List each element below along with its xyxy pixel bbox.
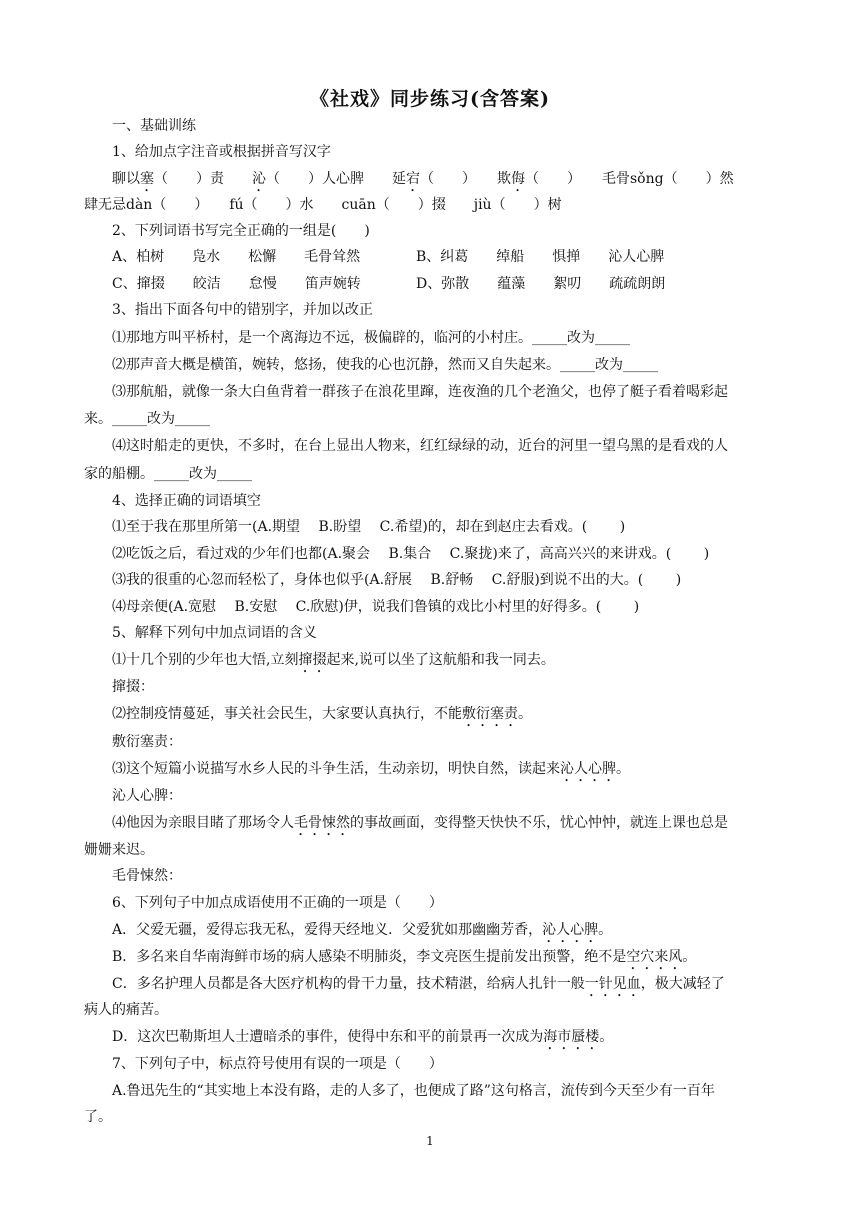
dotted-char: 侮 <box>511 171 525 187</box>
page-number: 1 <box>426 1134 434 1148</box>
dotted-char: 宕 <box>406 171 420 187</box>
question-1-row-1 <box>112 169 734 195</box>
document-title: 《社戏》同步练习(含答案) <box>310 88 550 110</box>
text-segment: 。 <box>599 1029 614 1045</box>
text-segment: 聊以 <box>112 171 140 187</box>
option-a-line-1: A.鲁迅先生的“其实地上本没有路，走的人多了，也便成了路”这句格言，流传到今天至少有一百年 <box>112 1083 715 1099</box>
explain-sentence-2 <box>112 704 532 730</box>
text-segment: 的事故画面，变得整天快快不乐，忧心忡忡，就连上课也总是 <box>350 815 728 831</box>
option-d: D、弥散 蕴藻 絮叨 疏疏朗朗 <box>416 276 666 292</box>
option-d <box>112 1027 613 1053</box>
explain-sentence-4-line-1 <box>112 813 728 839</box>
option-c-line-2: 病人的痛苦。 <box>84 1002 168 1018</box>
text-segment: 起来,说可以坐了这航船和我一同去。 <box>326 652 555 668</box>
sentence-3-line-2: 来。_____改为_____ <box>84 411 210 427</box>
text-segment: （ ）责 <box>154 171 252 187</box>
text-segment: A．父爱无疆，爱得忘我无私，爱得天经地义．父爱犹如那幽幽芳香， <box>112 922 543 938</box>
dotted-word: 海市蜃楼 <box>543 1029 600 1045</box>
text-segment: 。 <box>682 949 697 965</box>
choice-sentence-4: ⑷母亲便(A.宽慰 B.安慰 C.欣慰)伊，说我们鲁镇的戏比小村里的好得多。( ) <box>112 599 640 615</box>
dotted-word: 撺掇 <box>298 652 327 668</box>
explain-sentence-1 <box>112 650 555 676</box>
choice-sentence-1: ⑴至于我在那里所第一(A.期望 B.盼望 C.希望)的，却在到赵庄去看戏。( ) <box>112 519 626 535</box>
sentence-1: ⑴那地方叫平桥村，是一个离海边不远，极偏辟的，临河的小村庄。_____改为_____ <box>112 330 630 346</box>
text-segment: 。 <box>598 922 613 938</box>
text-segment: ⑷他因为亲眼目睹了那场令人 <box>112 815 294 831</box>
text-segment: D．这次巴勒斯坦人士遭暗杀的事件，使得中东和平的前景再一次成为 <box>112 1029 544 1045</box>
text-segment: 。 <box>616 761 630 777</box>
text-segment: （ ） 毛骨sǒng（ ）然 <box>525 171 734 187</box>
answer-label-3: 沁人心脾： <box>112 788 182 804</box>
option-b: B、纠葛 绰船 惧掸 沁人心脾 <box>416 249 665 265</box>
sentence-4-line-2: 家的船棚。_____改为_____ <box>84 466 252 482</box>
option-a <box>112 920 612 946</box>
sentence-4-line-1: ⑷这时船走的更快，不多时，在台上显出人物来，红红绿绿的动，近台的河里一望乌黑的是看戏的人 <box>112 438 728 454</box>
dotted-char: 塞 <box>140 171 154 187</box>
question-5-heading: 5、解释下列句中加点词语的含义 <box>112 625 317 641</box>
explain-sentence-3 <box>112 759 630 785</box>
sentence-2: ⑵那声音大概是横笛，婉转，悠扬，使我的心也沉静，然而又自失起来。_____改为_____ <box>112 357 658 373</box>
question-2-heading: 2、下列词语书写完全正确的一组是( ) <box>112 223 370 239</box>
question-1-row-2: 肆无忌dàn（ ） fú（ ）水 cuān（ ）掇 jiù（ ）树 <box>84 197 562 213</box>
text-segment: ⑶这个短篇小说描写水乡人民的斗争生活，生动亲切，明快自然，读起来 <box>112 761 560 777</box>
option-c-line-1 <box>112 974 725 1000</box>
answer-label-1: 撺掇： <box>112 679 154 695</box>
dotted-char: 沁 <box>252 171 266 187</box>
choice-sentence-3: ⑶我的很重的心忽而轻松了，身体也似乎(A.舒展 B.舒畅 C.舒服)到说不出的大。( ) <box>112 572 682 588</box>
text-segment: C．多名护理人员都是各大医疗机构的骨干力量，技术精湛，给病人扎针一般 <box>112 976 585 992</box>
text-segment: B．多名来自华南海鲜市场的病人感染不明肺炎，李文亮医生提前发出预警，绝不是 <box>112 949 627 965</box>
text-segment: ⑵控制疫情蔓延，事关社会民生，大家要认真执行，不能 <box>112 706 462 722</box>
text-segment: ，极大减轻了 <box>640 976 725 992</box>
question-3-heading: 3、指出下面各句中的错别字，并加以改正 <box>112 302 373 318</box>
text-segment: ⑴十几个别的少年也大悟,立刻 <box>112 652 299 668</box>
option-b <box>112 947 696 973</box>
option-c: C、撺掇 皎洁 怠慢 笛声婉转 <box>112 276 361 292</box>
text-segment: （ ）人心脾 延 <box>266 171 406 187</box>
dotted-word: 一针见血 <box>584 976 641 992</box>
question-1-heading: 1、给加点字注音或根据拼音写汉字 <box>112 144 331 160</box>
dotted-word: 敷衍塞责 <box>462 706 518 722</box>
question-4-heading: 4、选择正确的词语填空 <box>112 493 261 509</box>
answer-label-2: 敷衍塞责： <box>112 734 182 750</box>
sentence-3-line-1: ⑶那航船，就像一条大白鱼背着一群孩子在浪花里蹿，连夜渔的几个老渔父，也停了艇子看着喝彩起 <box>112 384 728 400</box>
question-6-heading: 6、下列句子中加点成语使用不正确的一项是（ ） <box>112 895 443 911</box>
section-heading: 一、基础训练 <box>112 118 196 134</box>
dotted-word: 毛骨悚然 <box>294 815 350 831</box>
dotted-word: 空穴来风 <box>626 949 683 965</box>
dotted-word: 沁人心脾 <box>542 922 599 938</box>
dotted-word: 沁人心脾 <box>560 761 616 777</box>
option-a-line-2: 了。 <box>84 1109 112 1125</box>
text-segment: （ ） 欺 <box>420 171 511 187</box>
explain-sentence-4-line-2: 姗姗来迟。 <box>84 842 154 858</box>
option-a: A、柏树 凫水 松懈 毛骨耸然 <box>112 249 361 265</box>
text-segment: 。 <box>518 706 532 722</box>
answer-label-4: 毛骨悚然： <box>112 868 182 884</box>
question-7-heading: 7、下列句子中，标点符号使用有误的一项是（ ） <box>112 1056 443 1072</box>
choice-sentence-2: ⑵吃饭之后，看过戏的少年们也都(A.聚会 B.集合 C.聚拢)来了，高高兴兴的来讲戏。( ) <box>112 546 710 562</box>
